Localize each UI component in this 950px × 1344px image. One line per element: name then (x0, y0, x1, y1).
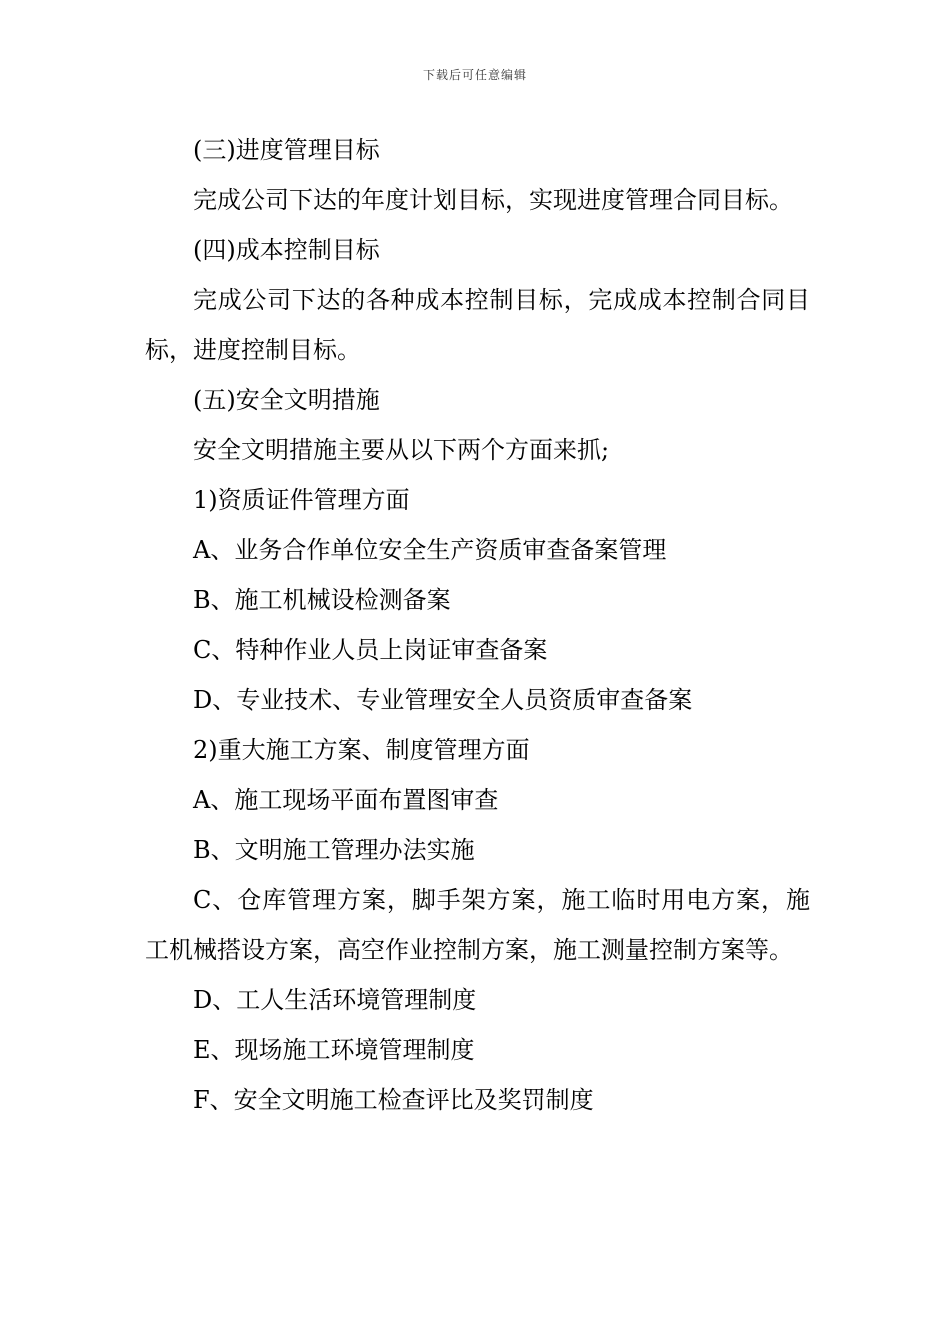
section-heading-safety: (五)安全文明措施 (193, 386, 380, 414)
list-item: B、文明施工管理办法实施 (193, 836, 475, 864)
section-heading-cost: (四)成本控制目标 (193, 236, 380, 264)
list-item: A、施工现场平面布置图审查 (193, 786, 499, 814)
document-body (145, 125, 810, 1125)
list-item: E、现场施工环境管理制度 (193, 1036, 475, 1064)
list-item: B、施工机械设检测备案 (193, 586, 451, 614)
list-item: D、专业技术、专业管理安全人员资质审查备案 (193, 686, 693, 714)
subheading-qualification: 1)资质证件管理方面 (193, 486, 410, 514)
paragraph-cost-goal: 完成公司下达的各种成本控制目标，完成成本控制合同目标，进度控制目标。 (145, 286, 810, 364)
list-item: A、业务合作单位安全生产资质审查备案管理 (193, 536, 667, 564)
list-item: D、工人生活环境管理制度 (193, 986, 477, 1014)
list-item: C、仓库管理方案，脚手架方案，施工临时用电方案，施工机械搭设方案，高空作业控制方案，施工测量控制方案等。 (145, 886, 810, 964)
list-item: F、安全文明施工检查评比及奖罚制度 (193, 1086, 594, 1114)
paragraph-schedule-goal: 完成公司下达的年度计划目标，实现进度管理合同目标。 (193, 186, 793, 214)
header-note: 下载后可任意编辑 (422, 68, 527, 82)
list-item: C、特种作业人员上岗证审查备案 (193, 636, 548, 664)
subheading-plans: 2)重大施工方案、制度管理方面 (193, 736, 530, 764)
section-heading-schedule: (三)进度管理目标 (193, 136, 380, 164)
paragraph-safety-intro: 安全文明措施主要从以下两个方面来抓; (193, 436, 610, 464)
